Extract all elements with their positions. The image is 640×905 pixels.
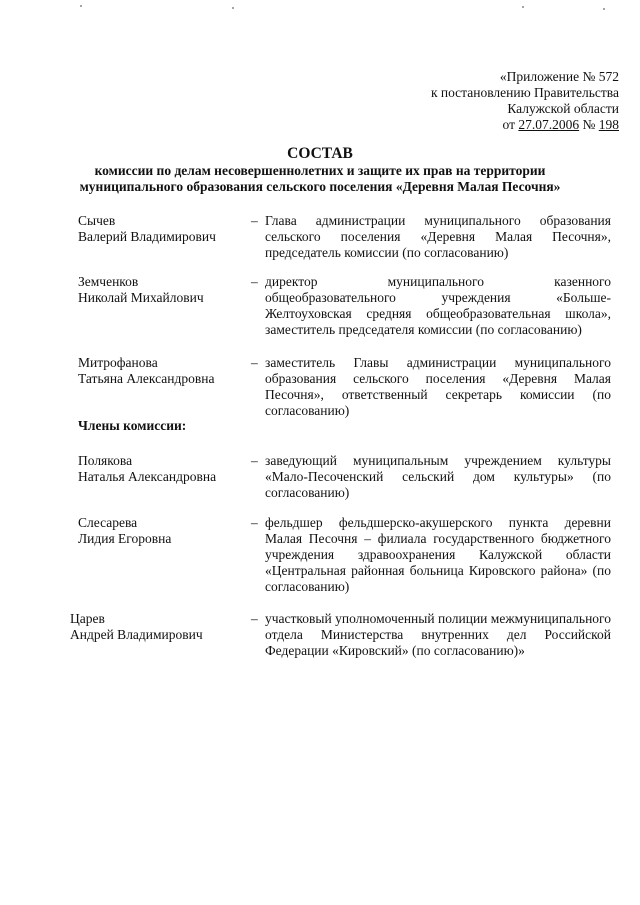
member-role: заместитель Главы администрации муниципального образования сельского поселения «Деревня Малая Песочня», ответственный секретарь комиссии (по согласованию) — [265, 355, 611, 418]
member-surname: Полякова — [78, 453, 133, 468]
dash: – — [251, 213, 258, 228]
date-prefix: от — [502, 117, 519, 132]
member-role: участковый уполномоченный полиции межмуниципального отдела Министерства внутренних дел Российской Федерации «Кировский» (по согласованию)» — [265, 611, 611, 658]
member-role: заведующий муниципальным учреждением культуры «Мало-Песоченский сельский дом культуры» (по согласованию) — [265, 453, 611, 500]
member-role: Глава администрации муниципального образования сельского поселения «Деревня Малая Песочня», председатель комиссии (по согласованию) — [265, 213, 611, 260]
members-heading: Члены комиссии: — [78, 418, 187, 433]
member-given-name: Наталья Александровна — [78, 469, 217, 484]
member-surname: Царев — [70, 611, 105, 626]
dash: – — [251, 611, 258, 626]
number-prefix: № — [579, 117, 599, 132]
title-heading: СОСТАВ — [287, 145, 353, 162]
member-name — [78, 453, 248, 485]
scan-speck — [232, 7, 234, 9]
member-name — [78, 274, 248, 306]
title-line-1: комиссии по делам несовершеннолетних и защите их прав на территории — [94, 163, 546, 178]
appendix-line: «Приложение № 572 — [499, 69, 619, 84]
member-given-name: Лидия Егоровна — [78, 531, 172, 546]
document-title — [0, 145, 640, 195]
member-given-name: Татьяна Александровна — [78, 371, 215, 386]
member-name — [78, 355, 248, 387]
decree-line: к постановлению Правительства — [430, 85, 619, 100]
scan-speck — [603, 8, 605, 10]
member-given-name: Андрей Владимирович — [70, 627, 203, 642]
dash: – — [251, 355, 258, 370]
decree-date: 27.07.2006 — [518, 117, 580, 132]
dash: – — [251, 453, 258, 468]
member-surname: Слесарева — [78, 515, 138, 530]
member-role: директор муниципального казенного общеобразовательного учреждения «Больше-Желтоуховская средняя общеобразовательная школа», заместитель председателя комиссии (по согласованию) — [265, 274, 611, 337]
member-given-name: Валерий Владимирович — [78, 229, 216, 244]
title-line-2: муниципального образования сельского поселения «Деревня Малая Песочня» — [79, 179, 561, 194]
scan-speck — [80, 5, 82, 7]
scan-speck — [522, 6, 524, 8]
member-name — [78, 515, 248, 547]
date-line — [431, 117, 619, 133]
appendix-header — [431, 69, 619, 133]
member-surname: Митрофанова — [78, 355, 158, 370]
dash: – — [251, 515, 258, 530]
member-role: фельдшер фельдшерско-акушерского пункта деревни Малая Песочня – филиала государственного бюджетного учреждения здравоохранения Калужской области «Центральная районная больница Кировского района» (по согласованию) — [265, 515, 611, 594]
member-surname: Сычев — [78, 213, 116, 228]
member-name — [70, 611, 240, 643]
decree-number: 198 — [598, 117, 619, 132]
region-line: Калужской области — [507, 101, 619, 116]
dash: – — [251, 274, 258, 289]
member-given-name: Николай Михайлович — [78, 290, 204, 305]
member-name — [78, 213, 248, 245]
member-surname: Земченков — [78, 274, 139, 289]
